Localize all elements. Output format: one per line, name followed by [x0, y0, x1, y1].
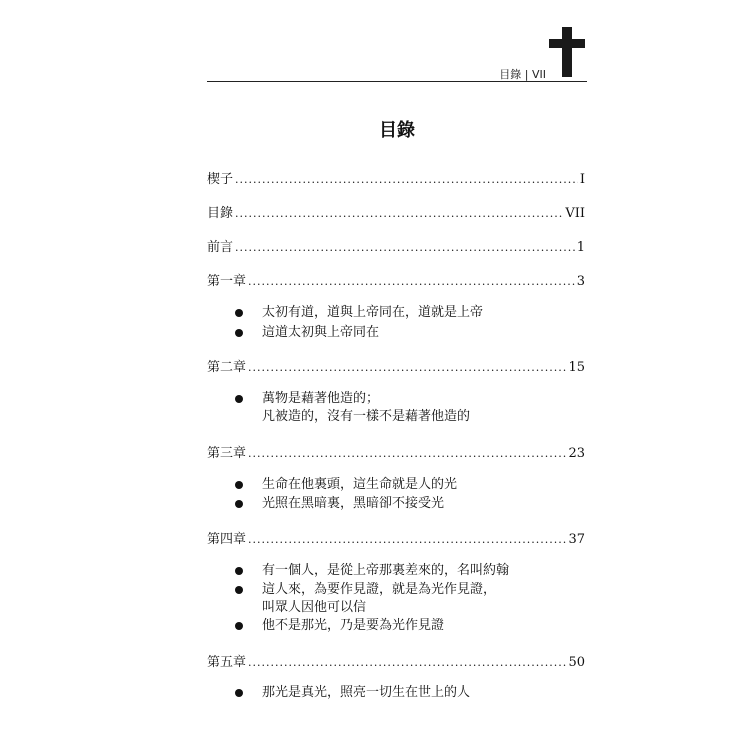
running-head: 目錄 | VII — [499, 68, 546, 81]
bullet-icon — [235, 500, 243, 508]
bullet-icon — [235, 622, 243, 630]
bullet-icon — [235, 309, 243, 317]
toc-leader-dots — [235, 207, 563, 220]
toc-entry-page: 3 — [576, 274, 585, 289]
list-item-text: 萬物是藉著他造的； 凡被造的，沒有一樣不是藉著他造的 — [262, 391, 471, 424]
page-title: 目錄 — [379, 120, 415, 141]
toc-entry-page: 37 — [568, 532, 585, 547]
list-item-text: 他不是那光，乃是要為光作見證 — [262, 618, 445, 633]
list-item-text: 這道太初與上帝同在 — [262, 325, 380, 340]
toc-entry-label: 第四章 — [207, 532, 247, 547]
toc-leader-dots — [248, 361, 566, 374]
toc-entry-chapter-2[interactable] — [207, 356, 585, 376]
bullet-icon — [235, 395, 243, 403]
toc-entry-page: 15 — [568, 360, 585, 375]
bullet-icon — [235, 481, 243, 489]
toc-leader-dots — [248, 533, 566, 546]
list-item-text: 有一個人，是從上帝那裏差來的，名叫約翰 — [262, 563, 510, 578]
toc-entry-label: 前言 — [207, 240, 234, 255]
toc-entry-page: 23 — [568, 446, 585, 461]
toc-leader-dots — [248, 656, 566, 669]
list-item-text: 太初有道，道與上帝同在，道就是上帝 — [262, 305, 484, 320]
toc-entry-label: 第二章 — [207, 360, 247, 375]
list-item-text: 光照在黑暗裏，黑暗卻不接受光 — [262, 496, 445, 511]
toc-entry-prologue[interactable] — [207, 168, 585, 188]
bullet-icon — [235, 567, 243, 575]
toc-entry-page: VII — [565, 206, 585, 221]
list-item-text: 生命在他裏頭，這生命就是人的光 — [262, 477, 458, 492]
toc-entry-label: 第三章 — [207, 446, 247, 461]
toc-entry-chapter-3[interactable] — [207, 442, 585, 462]
toc-entry-label: 目錄 — [207, 206, 234, 221]
toc-entry-chapter-1[interactable] — [207, 270, 585, 290]
toc-leader-dots — [235, 173, 578, 186]
bullet-icon — [235, 586, 243, 594]
list-item-text: 這人來，為要作見證，就是為光作見證， 叫眾人因他可以信 — [262, 582, 497, 615]
toc-entry-label: 第五章 — [207, 655, 247, 670]
toc-leader-dots — [248, 447, 566, 460]
list-item-text: 那光是真光，照亮一切生在世上的人 — [262, 685, 471, 700]
toc-entry-page: 50 — [568, 655, 585, 670]
cross-icon — [549, 27, 585, 77]
toc-leader-dots — [248, 275, 575, 288]
toc-entry-page: I — [579, 172, 585, 187]
bullet-icon — [235, 329, 243, 337]
toc-leader-dots — [235, 241, 575, 254]
toc-entry-contents[interactable] — [207, 202, 585, 222]
toc-entry-preface[interactable] — [207, 236, 585, 256]
toc-entry-label: 第一章 — [207, 274, 247, 289]
toc-entry-chapter-4[interactable] — [207, 528, 585, 548]
toc-entry-chapter-5[interactable] — [207, 651, 585, 671]
bullet-icon — [235, 689, 243, 697]
toc-entry-page: 1 — [576, 240, 585, 255]
toc-entry-label: 楔子 — [207, 172, 234, 187]
